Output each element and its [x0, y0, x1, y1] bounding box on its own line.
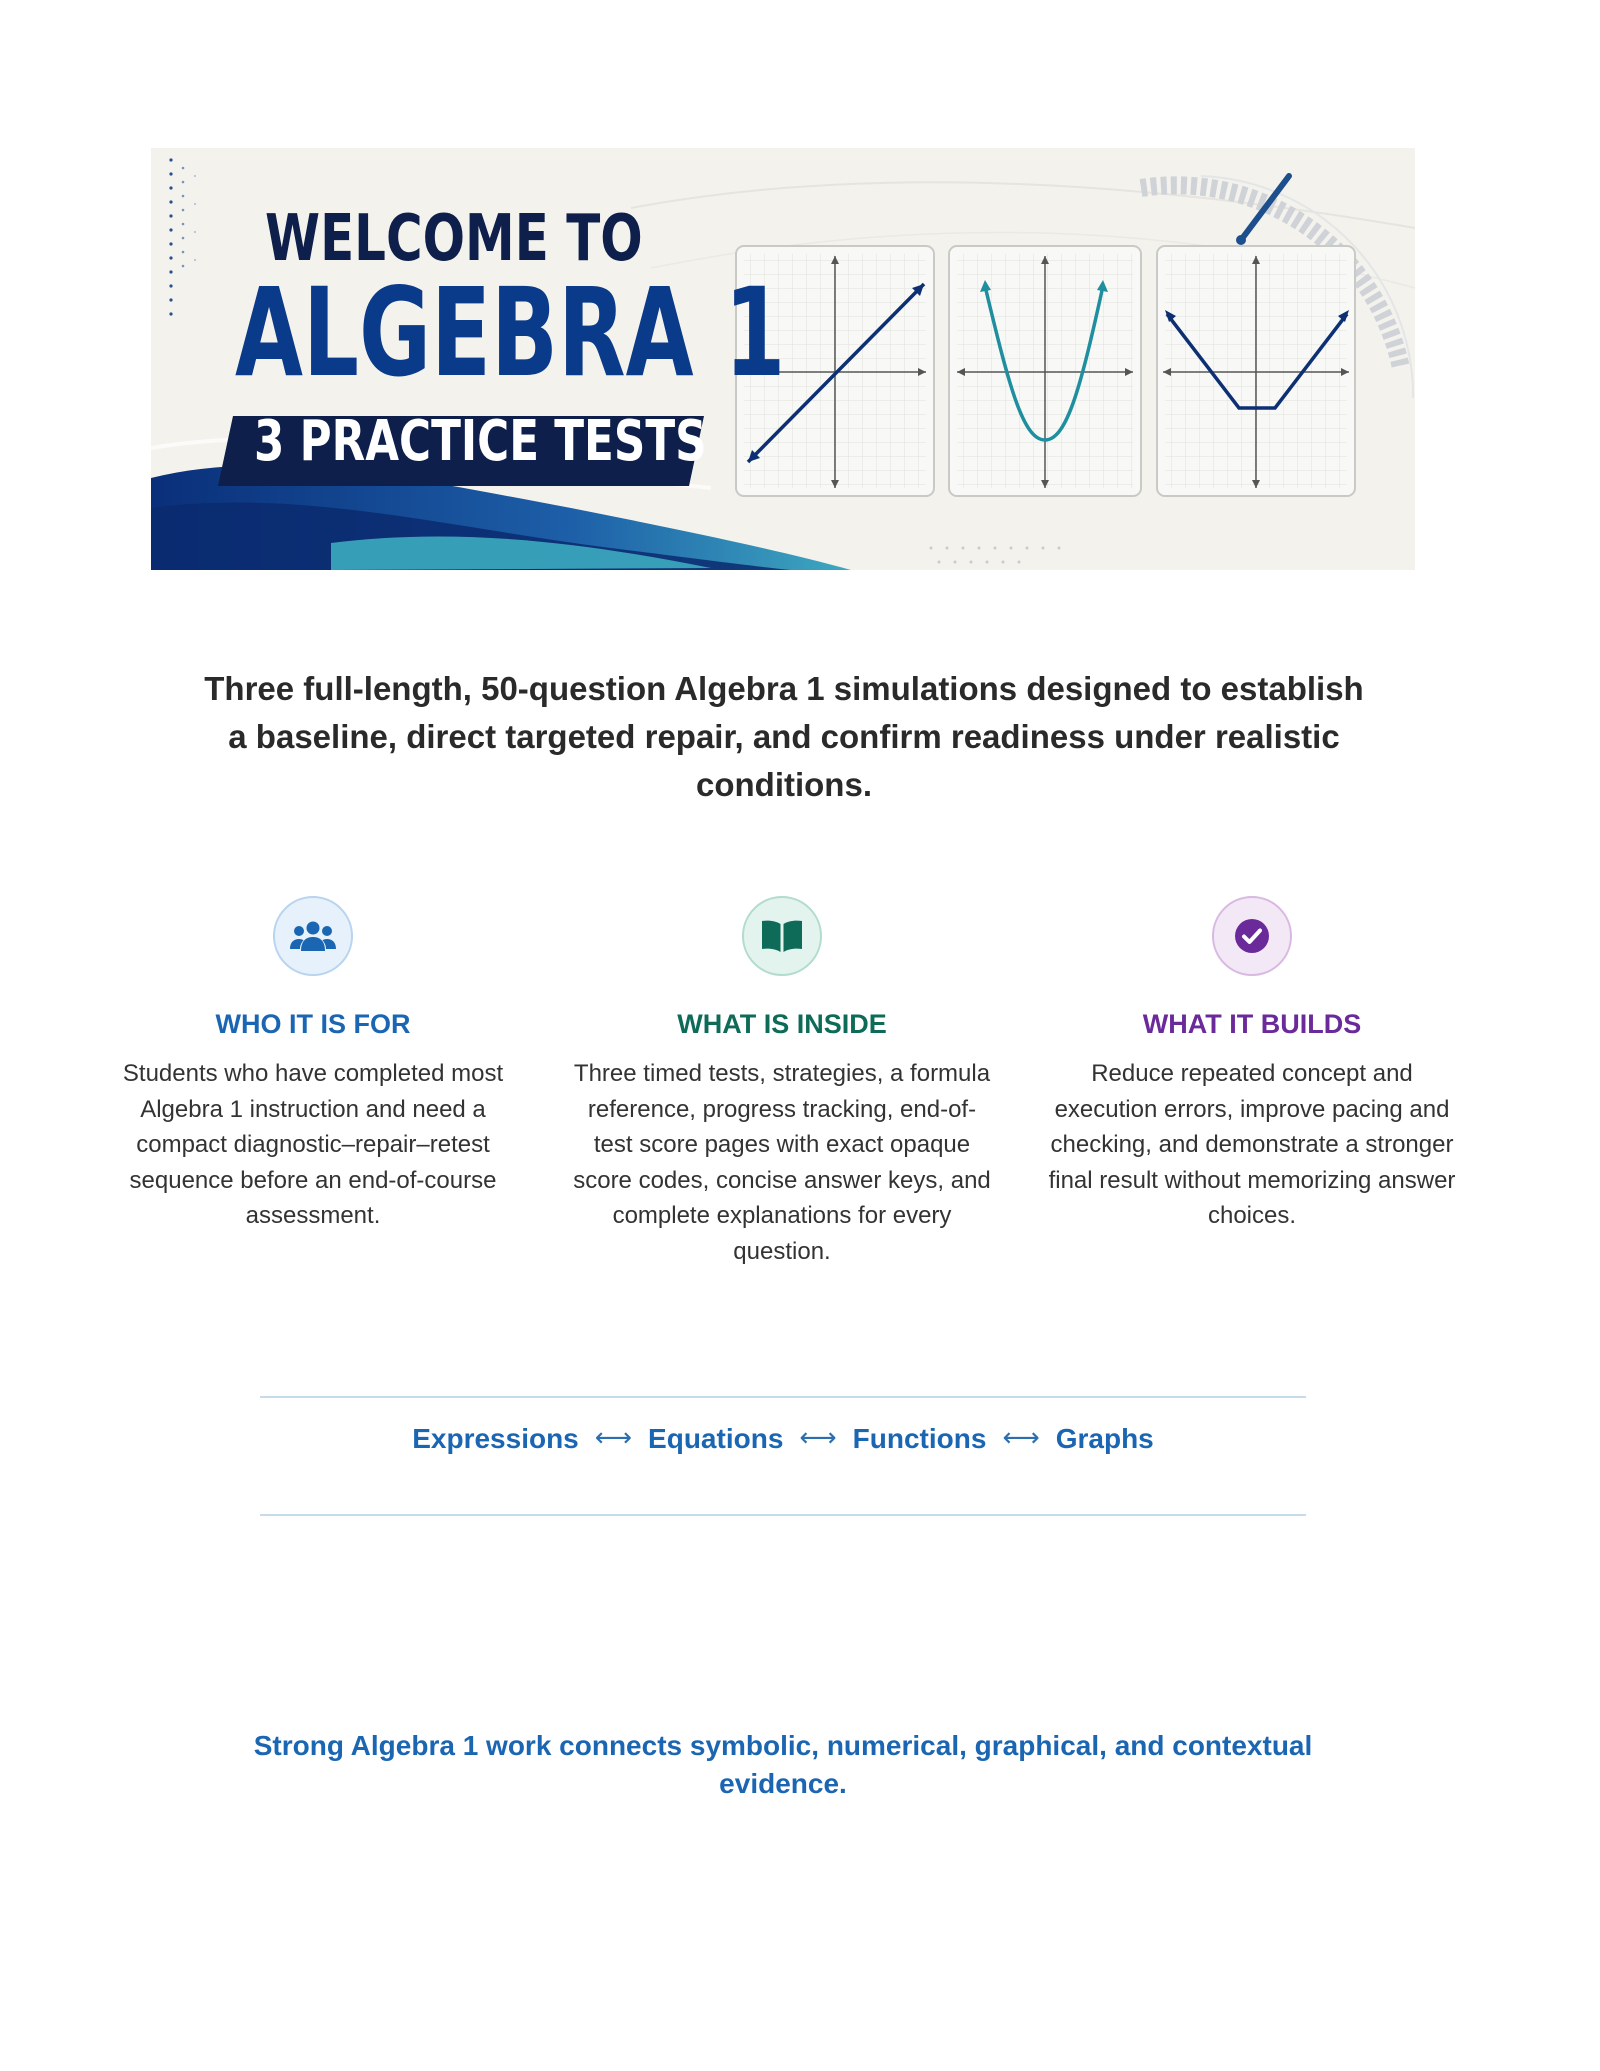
feature-what-it-builds — [1042, 896, 1462, 1234]
feature-description: Students who have completed most Algebra 1 instruction and need a compact diagnostic–repair–retest sequence before an end-of-course assessment. — [122, 1060, 504, 1229]
feature-description: Reduce repeated concept and execution errors, improve pacing and checking, and demonstrate a stronger final result without memorizing answer choices. — [1048, 1060, 1456, 1229]
double-arrow-icon: ⟷ — [594, 1422, 633, 1452]
feature-title: WHAT IT BUILDS — [1142, 1009, 1362, 1039]
flow-item-graphs: Graphs — [1055, 1423, 1154, 1454]
parabola-graph — [949, 246, 1141, 496]
banner-welcome: WELCOME TO — [265, 202, 643, 276]
flow-item-equations: Equations — [648, 1423, 784, 1454]
feature-title: WHO IT IS FOR — [215, 1009, 411, 1039]
double-arrow-icon: ⟷ — [799, 1422, 837, 1452]
concept-flow — [260, 1423, 1306, 1455]
flow-item-functions: Functions — [852, 1423, 987, 1454]
banner-title — [151, 148, 786, 570]
intro-statement: Three full-length, 50-question Algebra 1 simulations designed to establish a baseline, direct targeted repair, and confirm readiness under realistic conditions. — [204, 670, 1364, 803]
absolute-value-graph — [1157, 246, 1355, 496]
book-icon — [742, 896, 822, 976]
banner-subtitle: 3 PRACTICE TESTS — [254, 409, 707, 474]
flow-item-expressions: Expressions — [412, 1423, 579, 1454]
feature-description: Three timed tests, strategies, a formula reference, progress tracking, end-of-test score pages with exact opaque score codes, concise answer keys, and complete explanations for every question. — [573, 1060, 991, 1265]
hero-banner — [151, 148, 1415, 570]
feature-what-is-inside — [572, 896, 992, 1269]
users-icon — [273, 896, 353, 976]
divider-bottom — [260, 1514, 1306, 1516]
closing-statement: Strong Algebra 1 work connects symbolic, numerical, graphical, and contextual evidence. — [253, 1730, 1313, 1799]
feature-who-it-is-for — [103, 896, 523, 1234]
check-circle-icon — [1212, 896, 1292, 976]
feature-title: WHAT IS INSIDE — [677, 1009, 887, 1039]
banner-course-name: ALGEBRA 1 — [235, 262, 786, 404]
divider-top — [260, 1396, 1306, 1398]
double-arrow-icon: ⟷ — [1002, 1422, 1040, 1452]
